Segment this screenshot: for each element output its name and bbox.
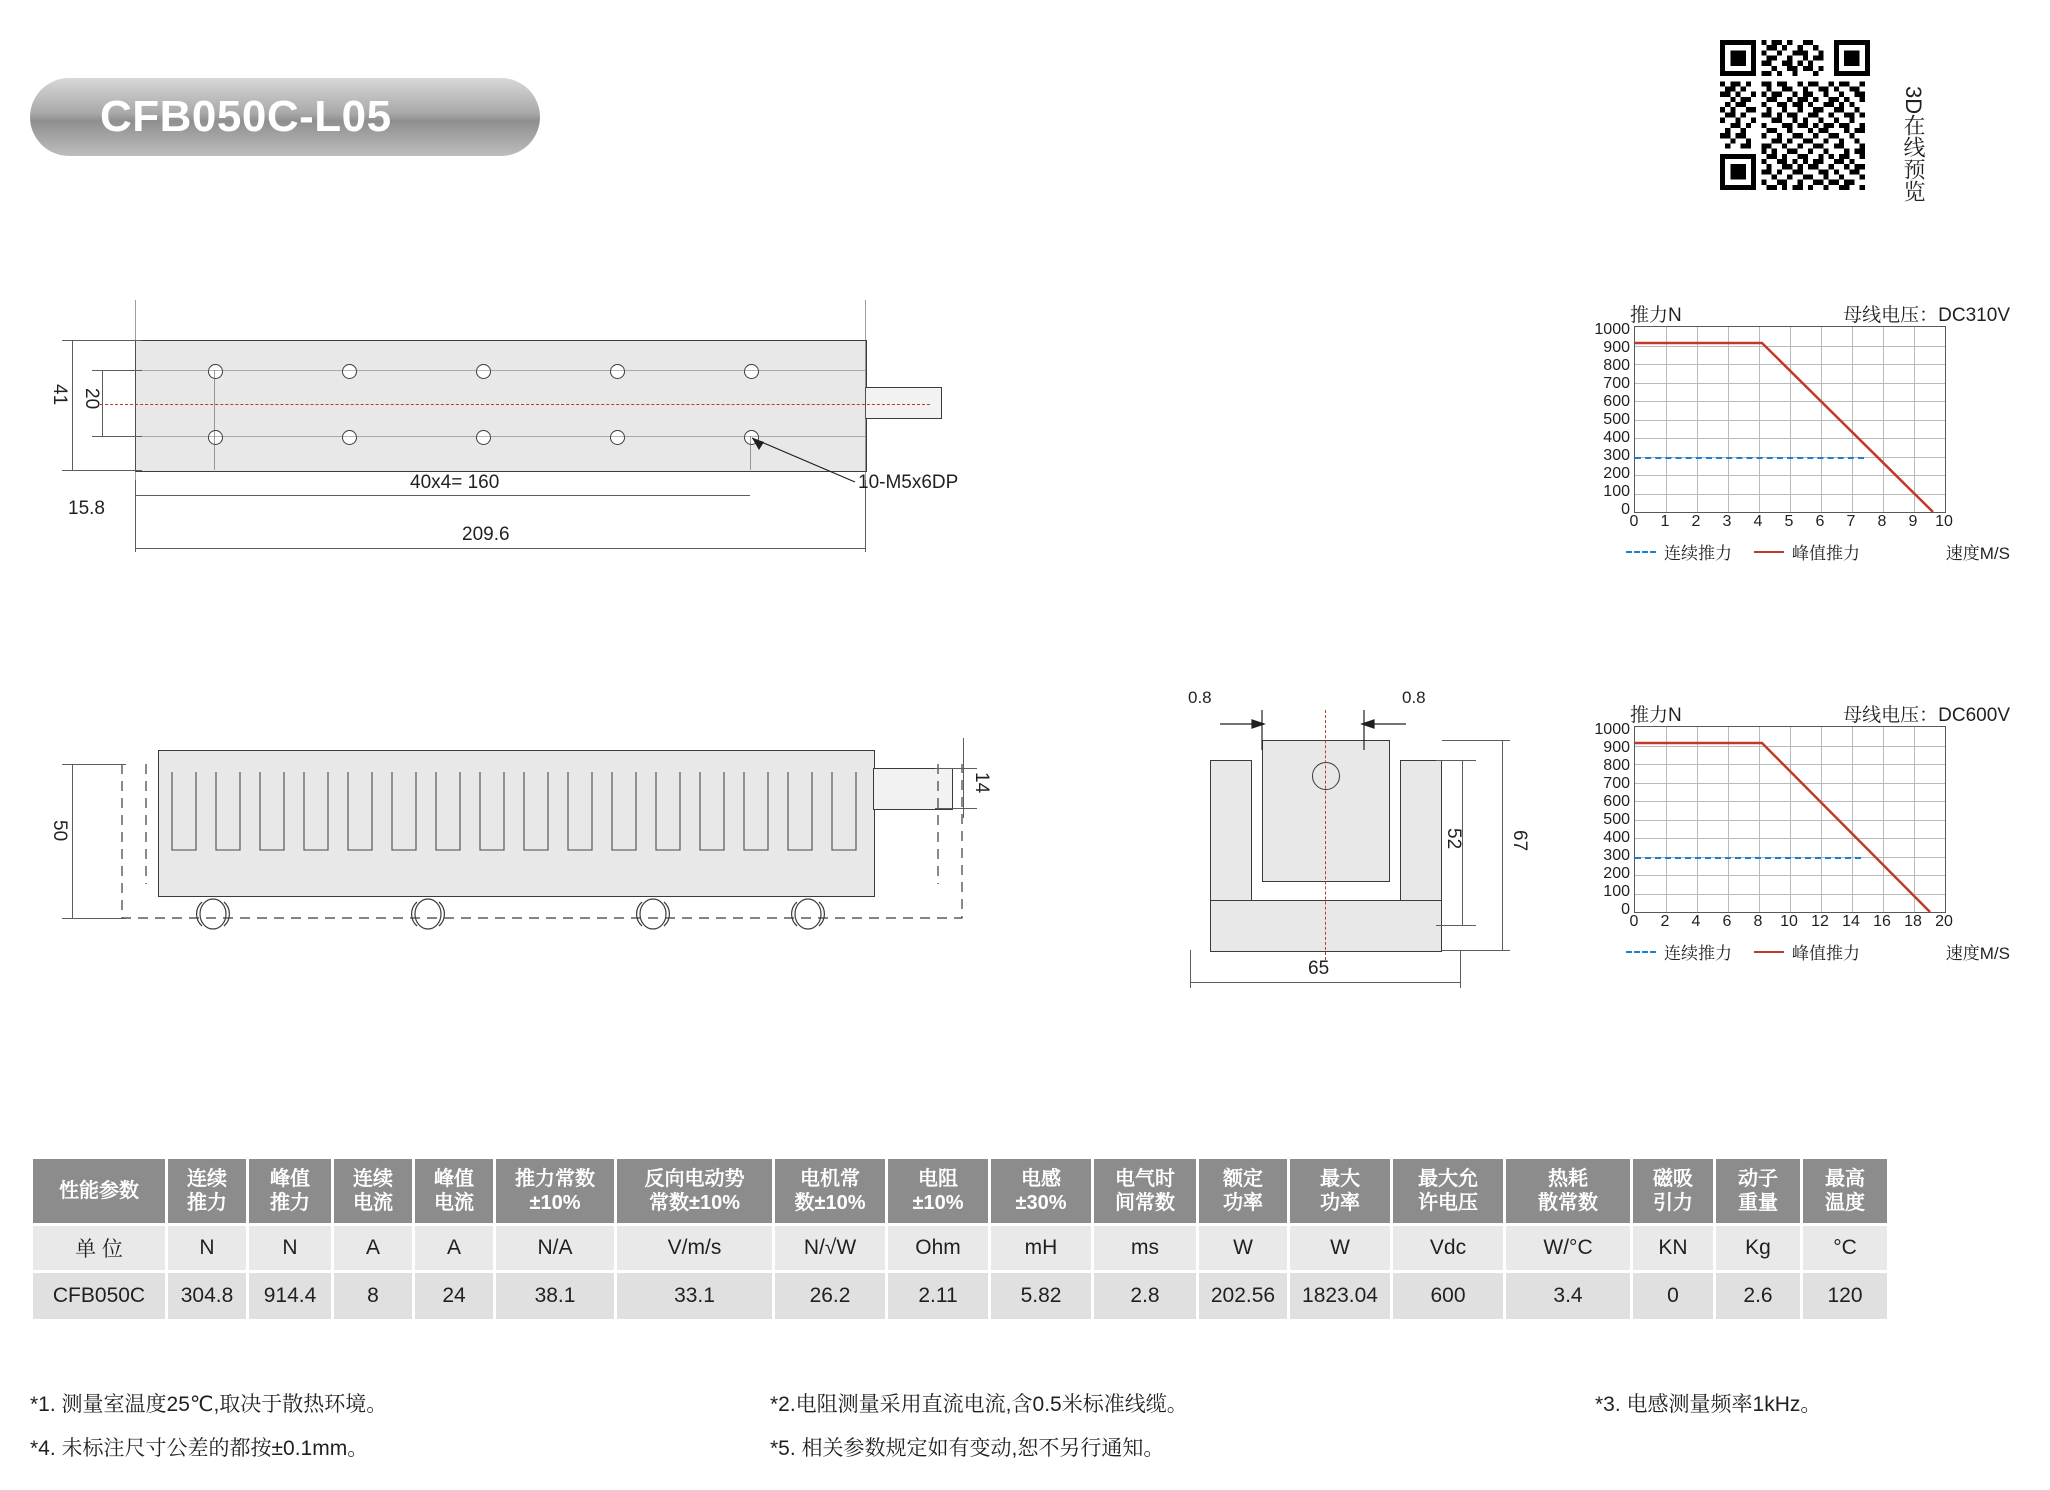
table-unit-cell: N bbox=[249, 1226, 331, 1270]
legend-dash-icon bbox=[1626, 551, 1656, 553]
table-value-cell: 5.82 bbox=[991, 1273, 1091, 1319]
table-value-cell: 600 bbox=[1393, 1273, 1503, 1319]
table-header-cell: 额定 功率 bbox=[1199, 1159, 1287, 1223]
chart1-peak-line bbox=[1635, 327, 1945, 512]
drawing-side-view bbox=[30, 720, 1030, 1010]
gap-arrows bbox=[1180, 710, 1480, 750]
chart2-legend-continuous: 连续推力 bbox=[1664, 944, 1732, 963]
table-value-cell: 120 bbox=[1803, 1273, 1887, 1319]
table-unit-cell: N/A bbox=[496, 1226, 614, 1270]
dim-15-8: 15.8 bbox=[68, 498, 105, 519]
table-value-cell: 26.2 bbox=[775, 1273, 885, 1319]
table-header-cell: 反向电动势 常数±10% bbox=[617, 1159, 772, 1223]
table-unit-cell: KN bbox=[1633, 1226, 1713, 1270]
table-header-cell: 峰值 电流 bbox=[415, 1159, 493, 1223]
note-5: *5. 相关参数规定如有变动,恕不另行通知。 bbox=[770, 1437, 1165, 1460]
table-row-label: CFB050C bbox=[33, 1273, 165, 1319]
mounting-hole bbox=[208, 364, 223, 379]
table-header-cell: 最大 功率 bbox=[1290, 1159, 1390, 1223]
chart1-subtitle: 母线电压：DC310V bbox=[1843, 305, 2010, 326]
table-unit-cell: A bbox=[334, 1226, 412, 1270]
table-value-row bbox=[33, 1273, 1887, 1319]
roller-symbols bbox=[158, 890, 858, 940]
table-header-cell: 推力常数 ±10% bbox=[496, 1159, 614, 1223]
chart2-ylabel: 推力N bbox=[1630, 705, 1682, 726]
table-header-cell: 动子 重量 bbox=[1716, 1159, 1800, 1223]
note-2: *2.电阻测量采用直流电流,含0.5米标准线缆。 bbox=[770, 1393, 1188, 1416]
cable-stub bbox=[865, 387, 942, 419]
front-center-hole bbox=[1312, 762, 1340, 790]
page-title: CFB050C-L05 bbox=[100, 92, 392, 141]
mounting-hole bbox=[610, 430, 625, 445]
dim-14: 14 bbox=[971, 772, 992, 794]
table-header-cell: 连续 推力 bbox=[168, 1159, 246, 1223]
qr-block bbox=[1700, 40, 1930, 230]
mounting-hole bbox=[342, 430, 357, 445]
table-header-cell: 电气时 间常数 bbox=[1094, 1159, 1196, 1223]
table-unit-cell: °C bbox=[1803, 1226, 1887, 1270]
drawing-top-view bbox=[30, 320, 1030, 590]
spec-table bbox=[30, 1156, 1890, 1322]
dim-41: 41 bbox=[49, 384, 70, 406]
table-header-cell: 性能参数 bbox=[33, 1159, 165, 1223]
dim-65: 65 bbox=[1308, 958, 1330, 979]
legend-solid-icon bbox=[1754, 551, 1784, 553]
mounting-hole bbox=[342, 364, 357, 379]
table-value-cell: 202.56 bbox=[1199, 1273, 1287, 1319]
table-unit-cell: mH bbox=[991, 1226, 1091, 1270]
table-unit-label: 单 位 bbox=[33, 1226, 165, 1270]
table-value-cell: 33.1 bbox=[617, 1273, 772, 1319]
table-unit-row bbox=[33, 1226, 1887, 1270]
table-header-cell: 最大允 许电压 bbox=[1393, 1159, 1503, 1223]
table-header-cell: 电机常 数±10% bbox=[775, 1159, 885, 1223]
table-unit-cell: V/m/s bbox=[617, 1226, 772, 1270]
table-value-cell: 304.8 bbox=[168, 1273, 246, 1319]
table-unit-cell: W/°C bbox=[1506, 1226, 1630, 1270]
chart2-x-ticks: 0 2 4 6 8 10 12 14 16 18 20 bbox=[1629, 913, 1953, 930]
table-header-cell: 最高 温度 bbox=[1803, 1159, 1887, 1223]
qr-label: 3D在线预览 bbox=[1901, 86, 1926, 203]
dim-20: 20 bbox=[81, 388, 102, 410]
specification-table bbox=[30, 1156, 1890, 1322]
table-value-cell: 2.8 bbox=[1094, 1273, 1196, 1319]
chart2-subtitle: 母线电压：DC600V bbox=[1843, 705, 2010, 726]
chart2-y-ticks: 1000 900 800 700 600 500 400 300 200 100 0 bbox=[1594, 721, 1630, 918]
chart1-ylabel: 推力N bbox=[1630, 305, 1682, 326]
table-header-row bbox=[33, 1159, 1887, 1223]
mounting-hole bbox=[476, 364, 491, 379]
table-unit-cell: ms bbox=[1094, 1226, 1196, 1270]
chart1-legend-peak: 峰值推力 bbox=[1792, 544, 1860, 563]
table-unit-cell: Kg bbox=[1716, 1226, 1800, 1270]
table-header-cell: 电感 ±30% bbox=[991, 1159, 1091, 1223]
drawing-front-view bbox=[1150, 688, 1550, 1020]
dim-0-8-right: 0.8 bbox=[1402, 688, 1426, 707]
table-unit-cell: A bbox=[415, 1226, 493, 1270]
chart1-y-ticks: 1000 900 800 700 600 500 400 300 200 100 0 bbox=[1594, 321, 1630, 518]
table-value-cell: 24 bbox=[415, 1273, 493, 1319]
table-value-cell: 38.1 bbox=[496, 1273, 614, 1319]
dim-209-6: 209.6 bbox=[462, 524, 510, 545]
table-header-cell: 磁吸 引力 bbox=[1633, 1159, 1713, 1223]
table-header-cell: 热耗 散常数 bbox=[1506, 1159, 1630, 1223]
table-header-cell: 电阻 ±10% bbox=[888, 1159, 988, 1223]
table-value-cell: 8 bbox=[334, 1273, 412, 1319]
chart2-legend bbox=[1626, 939, 1860, 964]
chart1-xlabel: 速度M/S bbox=[1945, 544, 2010, 563]
note-1: *1. 测量室温度25℃,取决于散热环境。 bbox=[30, 1393, 388, 1416]
table-value-cell: 2.6 bbox=[1716, 1273, 1800, 1319]
dim-0-8-left: 0.8 bbox=[1188, 688, 1212, 707]
table-unit-cell: Ohm bbox=[888, 1226, 988, 1270]
note-4: *4. 未标注尺寸公差的都按±0.1mm。 bbox=[30, 1437, 369, 1460]
table-value-cell: 2.11 bbox=[888, 1273, 988, 1319]
callout-10-M5x6DP: 10-M5x6DP bbox=[858, 472, 959, 493]
chart-dc600 bbox=[1590, 700, 2010, 963]
chart2-legend-peak: 峰值推力 bbox=[1792, 944, 1860, 963]
center-line bbox=[100, 404, 930, 405]
dim-67: 67 bbox=[1509, 830, 1530, 852]
chart2-peak-line bbox=[1635, 727, 1945, 912]
qr-code-icon bbox=[1700, 40, 1890, 190]
table-value-cell: 0 bbox=[1633, 1273, 1713, 1319]
dim-50: 50 bbox=[49, 820, 70, 842]
dim-52: 52 bbox=[1443, 828, 1464, 850]
table-unit-cell: W bbox=[1199, 1226, 1287, 1270]
table-unit-cell: Vdc bbox=[1393, 1226, 1503, 1270]
mounting-hole bbox=[208, 430, 223, 445]
legend-solid-icon bbox=[1754, 951, 1784, 953]
note-3: *3. 电感测量频率1kHz。 bbox=[1595, 1393, 1822, 1416]
table-unit-cell: W bbox=[1290, 1226, 1390, 1270]
mounting-hole bbox=[744, 364, 759, 379]
chart1-plot-area bbox=[1634, 326, 1946, 513]
table-header-cell: 连续 电流 bbox=[334, 1159, 412, 1223]
chart2-xlabel: 速度M/S bbox=[1945, 944, 2010, 963]
chart1-x-ticks: 0 1 2 3 4 5 6 7 8 9 10 bbox=[1629, 513, 1953, 530]
chart1-legend-continuous: 连续推力 bbox=[1664, 544, 1732, 563]
front-base bbox=[1210, 900, 1442, 952]
chart-dc310 bbox=[1590, 300, 2010, 563]
table-unit-cell: N bbox=[168, 1226, 246, 1270]
table-value-cell: 3.4 bbox=[1506, 1273, 1630, 1319]
table-value-cell: 1823.04 bbox=[1290, 1273, 1390, 1319]
dim-40x4: 40x4= 160 bbox=[410, 472, 500, 493]
legend-dash-icon bbox=[1626, 951, 1656, 953]
table-header-cell: 峰值 推力 bbox=[249, 1159, 331, 1223]
mounting-hole bbox=[476, 430, 491, 445]
table-unit-cell: N/√W bbox=[775, 1226, 885, 1270]
product-title-pill bbox=[30, 78, 540, 156]
table-value-cell: 914.4 bbox=[249, 1273, 331, 1319]
chart2-plot-area bbox=[1634, 726, 1946, 913]
mounting-hole bbox=[610, 364, 625, 379]
chart1-legend bbox=[1626, 539, 1860, 564]
